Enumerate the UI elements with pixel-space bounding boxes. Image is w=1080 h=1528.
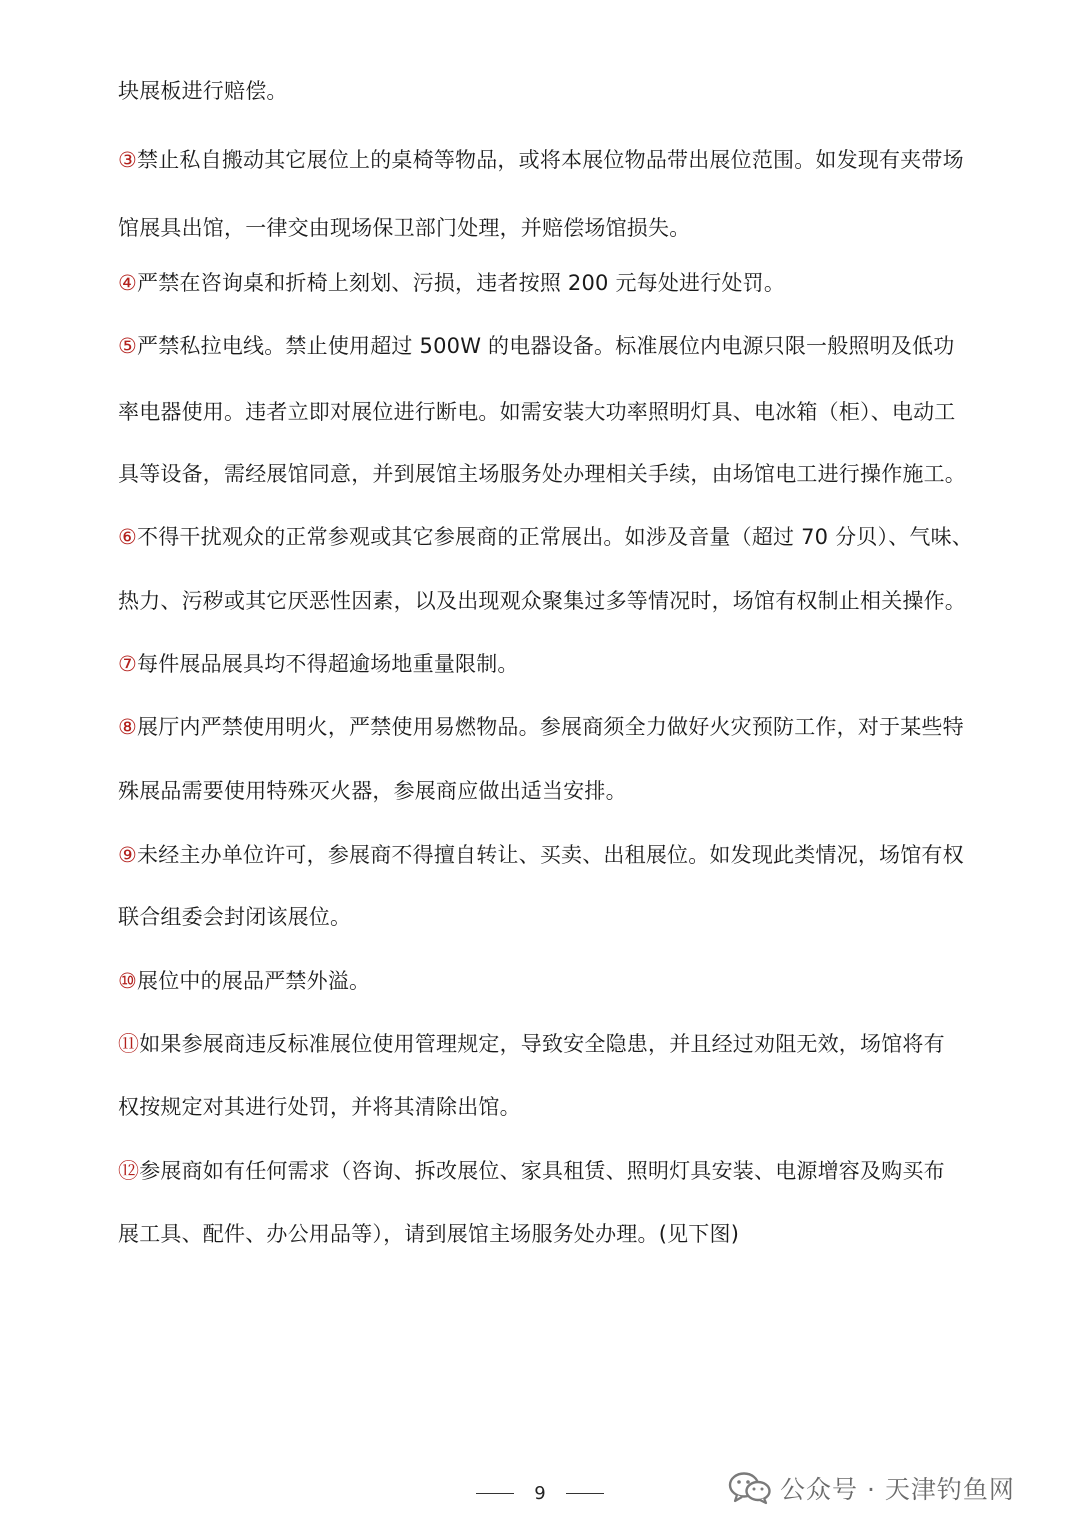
watermark-text: 公众号 · 天津钓鱼网 xyxy=(780,1475,1015,1504)
item-number: ⑨ xyxy=(118,843,138,867)
footer-dash-right xyxy=(566,1493,604,1494)
rule-item-10 xyxy=(118,966,978,996)
paragraph-line: 展工具、配件、办公用品等），请到展馆主场服务处办理。(见下图) xyxy=(118,1222,740,1246)
rule-text: 未经主办单位许可，参展商不得擅自转让、买卖、出租展位。如发现此类情况，场馆有权 xyxy=(137,843,964,867)
paragraph-line: 权按规定对其进行处罚，并将其清除出馆。 xyxy=(118,1095,521,1119)
item-number: ⑦ xyxy=(118,652,138,676)
rule-text: 展厅内严禁使用明火，严禁使用易燃物品。参展商须全力做好火灾预防工作，对于某些特 xyxy=(137,715,964,739)
item-number: ⑥ xyxy=(118,525,138,549)
paragraph-line: 联合组委会封闭该展位。 xyxy=(118,905,352,929)
item-number: ⑫ xyxy=(118,1159,140,1183)
rule-item-8 xyxy=(118,712,978,742)
paragraph-line: 馆展具出馆，一律交由现场保卫部门处理，并赔偿场馆损失。 xyxy=(118,216,691,240)
rule-item-6 xyxy=(118,522,978,552)
paragraph-line: 殊展品需要使用特殊灭火器，参展商应做出适当安排。 xyxy=(118,779,627,803)
watermark xyxy=(728,1466,1015,1510)
rule-item-11 xyxy=(118,1029,978,1059)
item-number: ⑤ xyxy=(118,334,138,358)
rule-text: 每件展品展具均不得超逾场地重量限制。 xyxy=(137,652,519,676)
paragraph-line: 热力、污秽或其它厌恶性因素，以及出现观众聚集过多等情况时，场馆有权制止相关操作。 xyxy=(118,589,966,613)
page-number-footer xyxy=(476,1478,604,1508)
page-number: 9 xyxy=(534,1482,546,1504)
rule-text: 展位中的展品严禁外溢。 xyxy=(137,969,371,993)
rule-item-3 xyxy=(118,145,978,175)
paragraph-line: 块展板进行赔偿。 xyxy=(118,79,288,103)
item-number: ⑧ xyxy=(118,715,138,739)
item-number: ⑩ xyxy=(118,969,138,993)
rule-text: 严禁在咨询桌和折椅上刻划、污损，违者按照 200 元每处进行处罚。 xyxy=(137,271,786,295)
rule-item-9 xyxy=(118,840,978,870)
rule-item-7 xyxy=(118,649,978,679)
rule-item-5 xyxy=(118,331,978,361)
item-number: ④ xyxy=(118,271,138,295)
rule-text: 参展商如有任何需求（咨询、拆改展位、家具租赁、照明灯具安装、电源增容及购买布 xyxy=(139,1159,945,1183)
item-number: ⑪ xyxy=(118,1032,140,1056)
rule-text: 禁止私自搬动其它展位上的桌椅等物品，或将本展位物品带出展位范围。如发现有夹带场 xyxy=(137,148,964,172)
rule-text: 严禁私拉电线。禁止使用超过 500W 的电器设备。标准展位内电源只限一般照明及低功 xyxy=(137,334,955,358)
item-number: ③ xyxy=(118,148,138,172)
rule-item-12 xyxy=(118,1156,978,1186)
paragraph-line: 率电器使用。违者立即对展位进行断电。如需安装大功率照明灯具、电冰箱（柜）、电动工 xyxy=(118,400,956,424)
footer-dash-left xyxy=(476,1493,514,1494)
wechat-icon xyxy=(728,1470,772,1506)
rule-text: 不得干扰观众的正常参观或其它参展商的正常展出。如涉及音量（超过 70 分贝）、气味、 xyxy=(137,525,973,549)
rule-text: 如果参展商违反标准展位使用管理规定，导致安全隐患，并且经过劝阻无效，场馆将有 xyxy=(139,1032,945,1056)
rule-item-4 xyxy=(118,268,978,298)
paragraph-line: 具等设备，需经展馆同意，并到展馆主场服务处办理相关手续，由场馆电工进行操作施工。 xyxy=(118,462,966,486)
